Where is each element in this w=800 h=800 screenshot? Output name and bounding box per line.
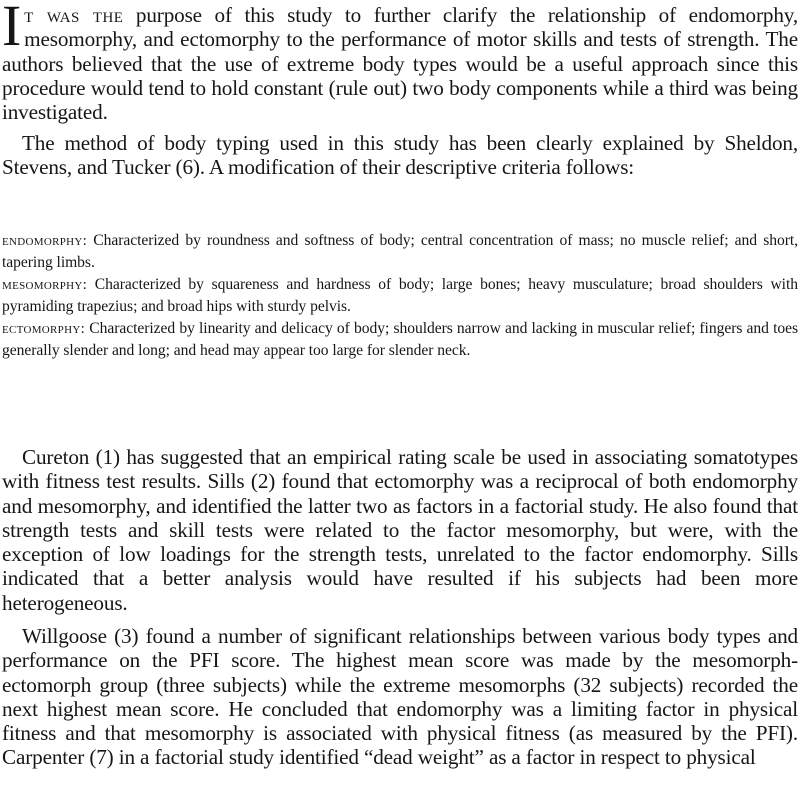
criteria-description: Characterized by linearity and delicacy of body; shoulders narrow and lacking in muscular relief; fingers and toes generally slender and long; and head may appear too large for slender neck. [2,319,798,360]
drop-cap: I [2,0,22,58]
criteria-term: ectomorphy: [2,320,86,337]
intro-small-caps: t was the [24,3,124,27]
criteria-list [2,230,798,361]
intro-paragraph [2,0,799,125]
cureton-paragraph: Cureton (1) has suggested that an empirical rating scale be used in associating somatotypes with fitness test results. Sills (2) found that ectomorphy was a reciprocal of both endomorphy and mesomorphy, and identified the latter two as factors in a factorial study. He also found that strength tests and skill tests were related to the factor mesomorphy, but were, with the exception of low loadings for the strength tests, unrelated to the factor endomorphy. Sills indicated that a better analysis would have resulted if his subjects had been more heterogeneous. [2,445,798,615]
criteria-description: Characterized by squareness and hardness of body; large bones; heavy musculature; broad shoulders with pyramiding trapezius; and broad hips with sturdy pelvis. [2,275,798,316]
criteria-item-endomorphy [2,230,798,274]
intro-text: purpose of this study to further clarify the relationship of endomorphy, mesomorphy, and ectomorphy to the performance of motor skills and tests of strength. The authors believed that the use of extreme body types would be a useful approach since this procedure would tend to hold constant (rule out) two body components while a third was being investigated. [2,3,799,125]
criteria-item-mesomorphy [2,274,798,318]
criteria-item-ectomorphy [2,318,798,362]
criteria-term: mesomorphy: [2,276,88,293]
method-paragraph: The method of body typing used in this study has been clearly explained by Sheldon, Stevens, and Tucker (6). A modification of their descriptive criteria follows: [2,131,798,180]
criteria-description: Characterized by roundness and softness of body; central concentration of mass; no muscle relief; and short, tapering limbs. [2,232,798,272]
willgoose-paragraph: Willgoose (3) found a number of significant relationships between various body types and performance on the PFI score. The highest mean score was made by the mesomorph-ectomorph group (three subjects) while the extreme mesomorphs (32 subjects) recorded the next highest mean score. He concluded that endomorphy was a limiting factor in physical fitness and that mesomorphy is associated with physical fitness (as measured by the PFI). Carpenter (7) in a factorial study identified “dead weight” as a factor in respect to physical [2,624,798,770]
criteria-term: endomorphy: [2,233,88,249]
